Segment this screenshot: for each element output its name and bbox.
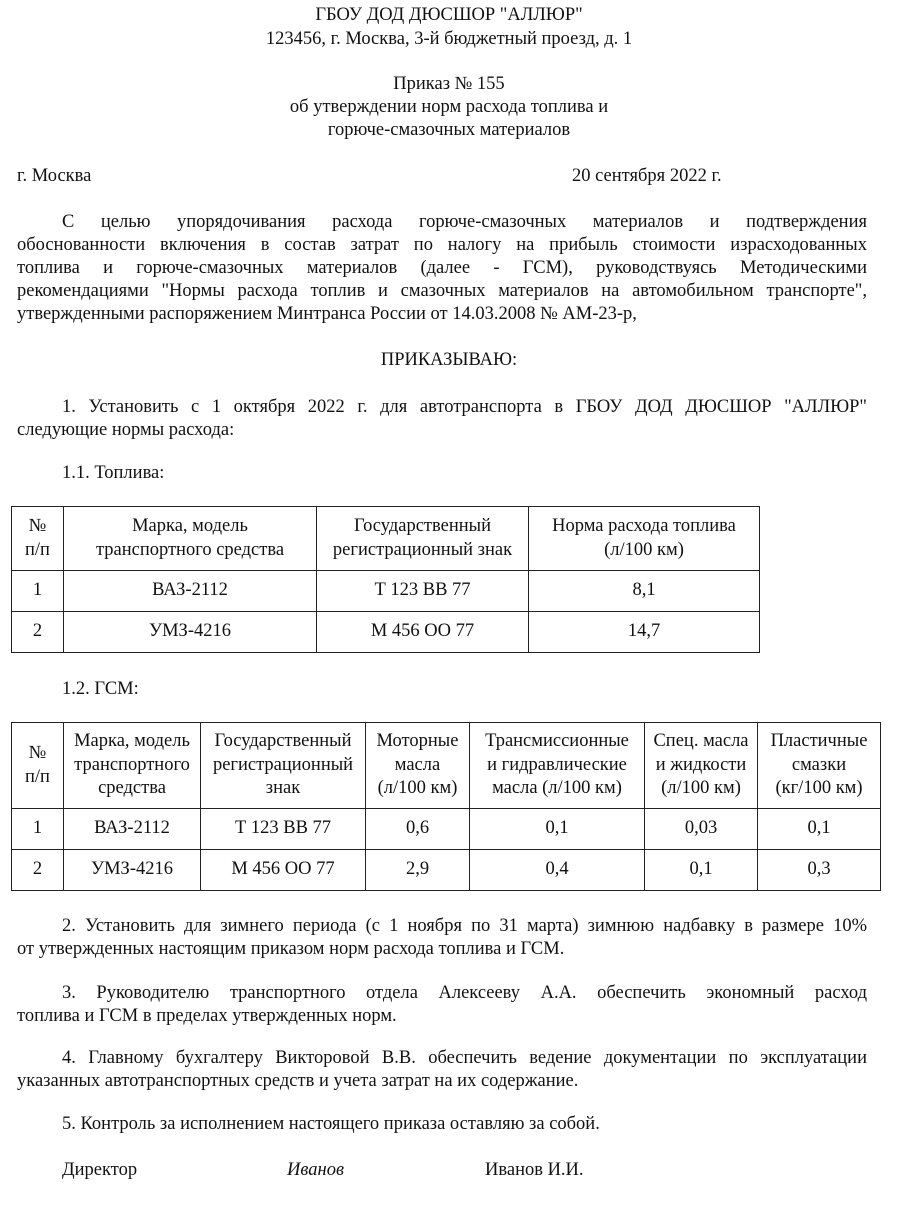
gsm-cell-grease: 0,1 — [758, 809, 881, 850]
item-3-line-2: топлива и ГСМ в пределах утвержденных норм. — [17, 1006, 397, 1026]
preamble-line-3: топлива и горюче-смазочных материалов (далее - ГСМ), руководствуясь Методическими — [17, 258, 867, 278]
item-1-line-1: 1. Установить с 1 октября 2022 г. для автотранспорта в ГБОУ ДОД ДЮСШОР "АЛЛЮР" — [62, 397, 867, 417]
gsm-cell-model: УМЗ-4216 — [64, 850, 201, 891]
gsm-cell-trans: 0,1 — [470, 809, 645, 850]
gsm-header-num: № п/п — [12, 723, 64, 809]
organization-address: 123456, г. Москва, 3-й бюджетный проезд, д. 1 — [265, 29, 633, 49]
gsm-cell-num: 2 — [12, 850, 64, 891]
fuel-cell-model: ВАЗ-2112 — [64, 571, 317, 612]
order-date: 20 сентября 2022 г. — [572, 166, 722, 186]
preamble-line-5: утвержденными распоряжением Минтранса России от 14.03.2008 № АМ-23-р, — [17, 304, 637, 324]
fuel-header-model: Марка, модель транспортного средства — [64, 507, 317, 571]
gsm-header-transmission-oil: Трансмиссионные и гидравлические масла (л/100 км) — [470, 723, 645, 809]
preamble-line-1: С целью упорядочивания расхода горюче-смазочных материалов и подтверждения — [62, 212, 867, 232]
table-row — [12, 850, 881, 891]
fuel-cell-plate: М 456 ОО 77 — [317, 612, 529, 653]
gsm-header-model: Марка, модель транспортного средства — [64, 723, 201, 809]
preamble-line-2: обоснованности включения в состав затрат по налогу на прибыль стоимости израсходованных — [17, 235, 867, 255]
gsm-cell-grease: 0,3 — [758, 850, 881, 891]
gsm-cell-model: ВАЗ-2112 — [64, 809, 201, 850]
fuel-header-plate: Государственный регистрационный знак — [317, 507, 529, 571]
gsm-cell-trans: 0,4 — [470, 850, 645, 891]
table-row — [12, 571, 760, 612]
signature-name: Иванов И.И. — [485, 1160, 584, 1180]
fuel-header-num: № п/п — [12, 507, 64, 571]
gsm-cell-plate: М 456 ОО 77 — [201, 850, 366, 891]
gsm-cell-plate: Т 123 ВВ 77 — [201, 809, 366, 850]
fuel-header-norm: Норма расхода топлива (л/100 км) — [529, 507, 760, 571]
order-number: Приказ № 155 — [393, 74, 505, 94]
fuel-norms-table — [11, 506, 760, 653]
order-title-line-1: об утверждении норм расхода топлива и — [289, 97, 609, 117]
fuel-cell-num: 1 — [12, 571, 64, 612]
order-place: г. Москва — [17, 166, 92, 186]
item-2-line-2: от утвержденных настоящим приказом норм расхода топлива и ГСМ. — [17, 939, 565, 959]
item-1-line-2: следующие нормы расхода: — [17, 420, 235, 440]
fuel-cell-norm: 8,1 — [529, 571, 760, 612]
gsm-header-special-oil: Спец. масла и жидкости (л/100 км) — [645, 723, 758, 809]
gsm-cell-num: 1 — [12, 809, 64, 850]
item-2-line-1: 2. Установить для зимнего периода (с 1 ноября по 31 марта) зимнюю надбавку в размере 10% — [62, 916, 867, 936]
gsm-norms-table — [11, 722, 881, 891]
table-row — [12, 612, 760, 653]
gsm-table-header-row — [12, 723, 881, 809]
item-1-1-heading: 1.1. Топлива: — [62, 463, 165, 483]
gsm-cell-spec: 0,1 — [645, 850, 758, 891]
fuel-cell-norm: 14,7 — [529, 612, 760, 653]
preamble-line-4: рекомендациями "Нормы расхода топлив и смазочных материалов на автомобильном транспорте", — [17, 281, 867, 301]
gsm-header-plate: Государственный регистрационный знак — [201, 723, 366, 809]
gsm-cell-spec: 0,03 — [645, 809, 758, 850]
organization-name: ГБОУ ДОД ДЮСШОР "АЛЛЮР" — [315, 5, 583, 25]
signature-handwritten: Иванов — [287, 1160, 344, 1180]
item-1-2-heading: 1.2. ГСМ: — [62, 679, 139, 699]
gsm-header-motor-oil: Моторные масла (л/100 км) — [366, 723, 470, 809]
item-4-line-2: указанных автотранспортных средств и учета затрат на их содержание. — [17, 1071, 579, 1091]
item-3-line-1: 3. Руководителю транспортного отдела Алексееву А.А. обеспечить экономный расход — [62, 983, 867, 1003]
order-title-line-2: горюче-смазочных материалов — [327, 120, 571, 140]
fuel-cell-plate: Т 123 ВВ 77 — [317, 571, 529, 612]
signature-position: Директор — [62, 1160, 138, 1180]
item-5: 5. Контроль за исполнением настоящего приказа оставляю за собой. — [62, 1114, 600, 1134]
gsm-cell-motor: 0,6 — [366, 809, 470, 850]
order-directive-word: ПРИКАЗЫВАЮ: — [380, 350, 518, 370]
fuel-cell-model: УМЗ-4216 — [64, 612, 317, 653]
table-row — [12, 809, 881, 850]
item-4-line-1: 4. Главному бухгалтеру Викторовой В.В. обеспечить ведение документации по эксплуатации — [62, 1048, 867, 1068]
fuel-table-header-row — [12, 507, 760, 571]
gsm-header-grease: Пластичные смазки (кг/100 км) — [758, 723, 881, 809]
fuel-cell-num: 2 — [12, 612, 64, 653]
gsm-cell-motor: 2,9 — [366, 850, 470, 891]
